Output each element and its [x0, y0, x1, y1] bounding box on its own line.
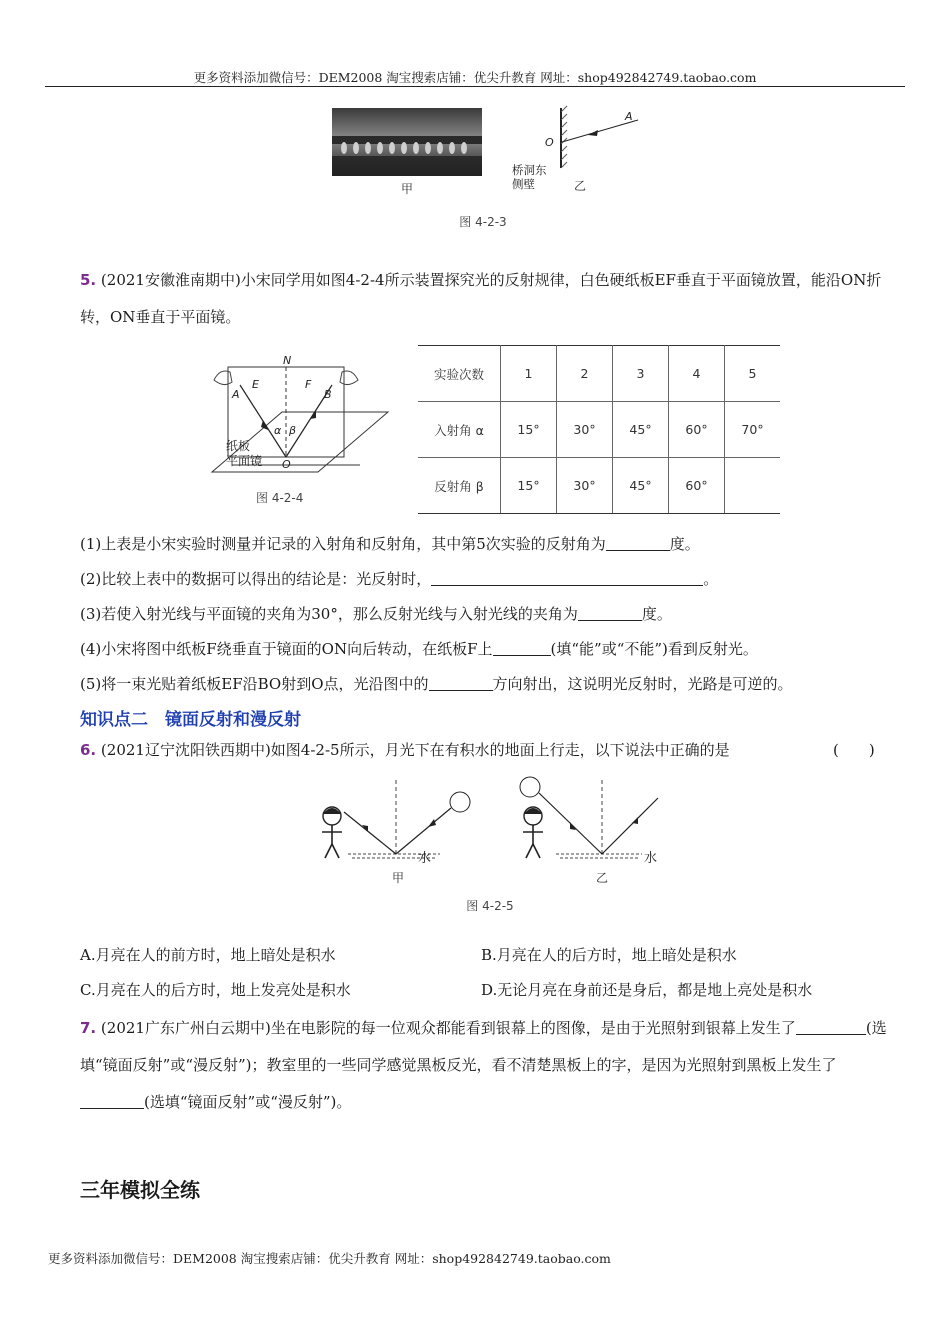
- question-7-number: 7.: [80, 1019, 97, 1037]
- table-cell: 反射角 β: [418, 458, 501, 514]
- question-7-part2: (选填“镜面反射”或“漫反射”)；教室里的一些同学感觉黑板反光，看不清楚黑板上的字，是因为光照射到黑板上发生了: [80, 1019, 887, 1074]
- question-7-part1: (2021广东广州白云期中)坐在电影院的每一位观众都能看到银幕上的图像，是由于光照射到银幕上发生了: [100, 1019, 796, 1037]
- q5-sub3-text: (3)若使入射光线与平面镜的夹角为30°，那么反射光线与入射光线的夹角为: [80, 605, 578, 623]
- option-A[interactable]: A.月亮在人的前方时，地上暗处是积水: [80, 946, 336, 964]
- wall-label-line1: 桥洞东: [512, 163, 547, 177]
- table-cell: 实验次数: [418, 346, 501, 402]
- table-cell: 60°: [669, 458, 725, 514]
- answer-blank[interactable]: [796, 1020, 866, 1035]
- q5-sub2-suffix: 。: [703, 570, 719, 588]
- header-divider: [45, 86, 905, 87]
- q5-sub2-text: (2)比较上表中的数据可以得出的结论是：光反射时，: [80, 570, 432, 588]
- answer-blank[interactable]: [80, 1094, 144, 1109]
- q5-sub4: [80, 638, 758, 659]
- scene-yi: [520, 777, 658, 858]
- option-D[interactable]: D.无论月亮在身前还是身后，都是地上亮处是积水: [481, 981, 813, 999]
- hand-right: [340, 371, 358, 385]
- table-cell: 60°: [669, 402, 725, 458]
- label-A: A: [232, 388, 240, 401]
- q5-sub5-suffix: 方向射出，这说明光反射时，光路是可逆的。: [492, 675, 793, 693]
- table-cell: 2: [557, 346, 613, 402]
- table-cell: 入射角 α: [418, 402, 501, 458]
- figure-4-2-4: [190, 350, 400, 515]
- question-5-text: (2021安徽淮南期中)小宋同学用如图4-2-4所示装置探究光的反射规律，白色硬纸板EF垂直于平面镜放置，能沿ON折转，ON垂直于平面镜。: [80, 271, 882, 326]
- label-E: E: [252, 378, 259, 391]
- point-O-label: O: [545, 136, 554, 149]
- table-cell: [725, 458, 781, 514]
- answer-blank[interactable]: [431, 571, 703, 586]
- q5-sub4-text: (4)小宋将图中纸板F绕垂直于镜面的ON向后转动，在纸板F上: [80, 640, 493, 658]
- answer-paren[interactable]: ( ): [833, 741, 875, 759]
- question-5-number: 5.: [80, 271, 97, 289]
- table-cell: 15°: [501, 402, 557, 458]
- table-cell: 30°: [557, 458, 613, 514]
- q5-sub5-text: (5)将一束光贴着纸板EF沿BO射到O点，光沿图中的: [80, 675, 429, 693]
- bridge-photo: [332, 108, 482, 176]
- question-6: [80, 735, 890, 765]
- answer-blank[interactable]: [493, 641, 551, 656]
- label-yi: 乙: [596, 871, 609, 885]
- q5-sub5: [80, 673, 793, 694]
- answer-blank[interactable]: [606, 536, 670, 551]
- table-cell: 1: [501, 346, 557, 402]
- table-cell: 15°: [501, 458, 557, 514]
- label-beta: β: [289, 424, 297, 437]
- question-6-text: (2021辽宁沈阳铁西期中)如图4-2-5所示，月光下在有积水的地面上行走，以下说法中正确的是: [100, 741, 730, 759]
- q5-sub1: [80, 533, 700, 554]
- label-alpha: α: [274, 424, 282, 437]
- label-mirror: 平面镜: [226, 454, 263, 468]
- section-heading-3: 三年模拟全练: [80, 1178, 200, 1202]
- figure-4-2-3: [320, 100, 640, 235]
- ray-arrow: [588, 130, 598, 136]
- question-5: [80, 262, 890, 336]
- q5-sub1-text: (1)上表是小宋实验时测量并记录的入射角和反射角，其中第5次实验的反射角为: [80, 535, 606, 553]
- table-cell: 4: [669, 346, 725, 402]
- page-header: 更多资料添加微信号：DEM2008 淘宝搜索店铺：优尖升教育 网址：shop492842749.taobao.com: [193, 70, 757, 85]
- table-cell: 45°: [613, 402, 669, 458]
- question-7-part3: (选填“镜面反射”或“漫反射”)。: [144, 1093, 352, 1111]
- label-jia: 甲: [400, 182, 414, 196]
- option-C[interactable]: C.月亮在人的后方时，地上发亮处是积水: [80, 981, 351, 999]
- caption-4-2-3: 图 4-2-3: [459, 215, 507, 229]
- answer-blank[interactable]: [429, 676, 493, 691]
- label-N: N: [283, 354, 292, 367]
- q5-sub3-suffix: 度。: [641, 605, 672, 623]
- option-B[interactable]: B.月亮在人的后方时，地上暗处是积水: [481, 946, 737, 964]
- q5-sub4-suffix: (填“能”或“不能”)看到反射光。: [550, 640, 758, 658]
- table-row: [418, 402, 780, 458]
- caption-4-2-4: 图 4-2-4: [256, 491, 304, 505]
- section-heading-2: 知识点二 镜面反射和漫反射: [80, 710, 301, 730]
- page-footer: 更多资料添加微信号：DEM2008 淘宝搜索店铺：优尖升教育 网址：shop492842749.taobao.com: [48, 1251, 611, 1266]
- table-cell: 3: [613, 346, 669, 402]
- label-B: B: [324, 388, 332, 401]
- point-A-label: A: [625, 110, 633, 123]
- table-cell: 30°: [557, 402, 613, 458]
- scene-jia: [322, 780, 470, 858]
- table-cell: 70°: [725, 402, 781, 458]
- experiment-table: [418, 345, 780, 514]
- q5-sub3: [80, 603, 672, 624]
- label-O: O: [282, 458, 291, 471]
- table-cell: 45°: [613, 458, 669, 514]
- label-F: F: [305, 378, 312, 391]
- wall-label-line2: 侧壁: [512, 177, 535, 191]
- question-6-number: 6.: [80, 741, 97, 759]
- question-7: [80, 1010, 890, 1121]
- hand-left: [214, 371, 232, 385]
- label-jia: 甲: [392, 871, 405, 885]
- label-board: 纸板: [226, 439, 251, 453]
- answer-blank[interactable]: [578, 606, 642, 621]
- table-row: [418, 458, 780, 514]
- table-row: [418, 346, 780, 402]
- q5-sub1-suffix: 度。: [669, 535, 700, 553]
- figure-4-2-5: [300, 770, 680, 920]
- label-yi: 乙: [574, 179, 587, 193]
- incident-ray-AO: [562, 120, 638, 142]
- table-cell: 5: [725, 346, 781, 402]
- water-label-yi: 水: [644, 851, 658, 866]
- caption-4-2-5: 图 4-2-5: [466, 899, 514, 913]
- q5-sub2: [80, 568, 718, 589]
- water-label-jia: 水: [418, 851, 432, 866]
